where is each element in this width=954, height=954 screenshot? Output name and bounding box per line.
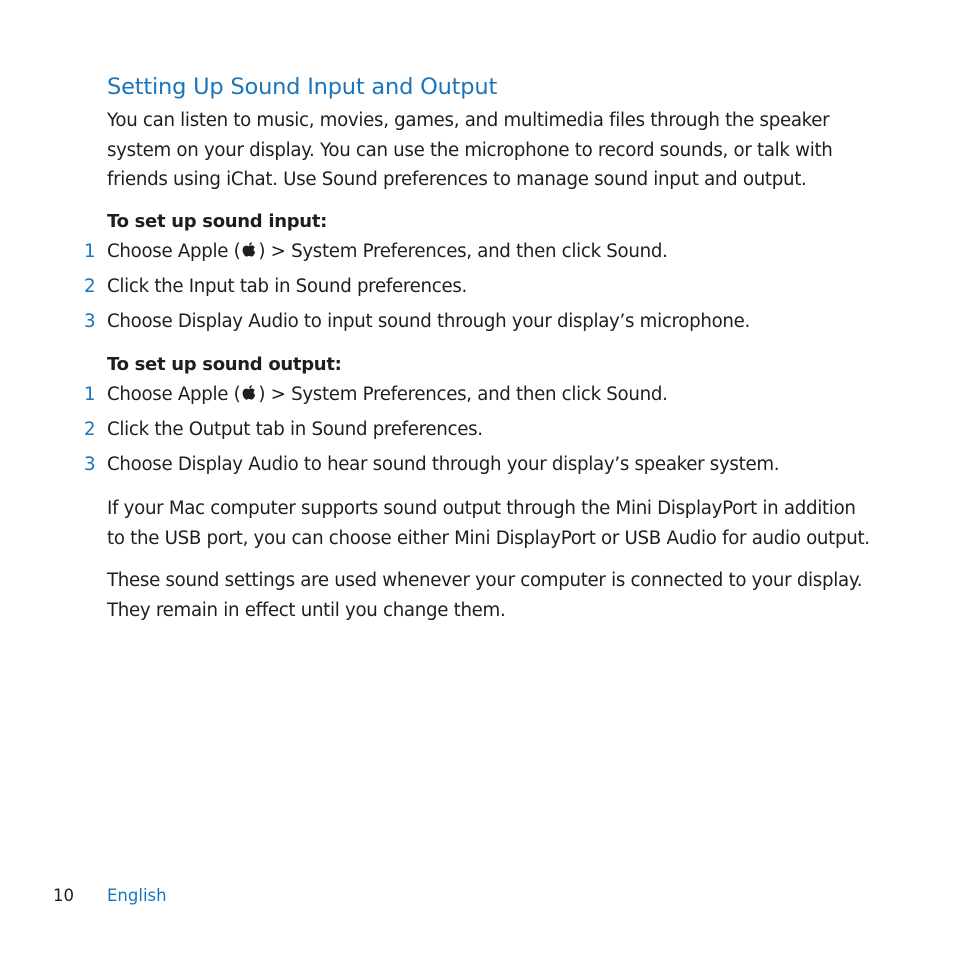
step-text-before: Choose Apple ( [107,241,241,262]
note-line: to the USB port, you can choose either Mini DisplayPort or USB Audio for audio output. [107,527,870,549]
note-line: These sound settings are used whenever your computer is connected to your display. [107,570,863,591]
intro-line: friends using iChat. Use Sound preferences to manage sound input and output. [107,169,807,190]
apple-logo-icon [241,384,257,402]
intro-paragraph [107,106,897,195]
step-number: 3 [84,454,96,475]
apple-logo-icon [241,241,257,259]
step-text: Click the Output tab in Sound preferences. [107,419,483,440]
note-line: If your Mac computer supports sound output through the Mini DisplayPort in addition [107,498,856,519]
step-text: Choose Display Audio to hear sound through your display’s speaker system. [107,454,780,475]
note-line: They remain in effect until you change them. [107,599,506,621]
output-step-2 [84,419,904,447]
footer-language: English [107,886,167,905]
step-number: 3 [84,311,96,332]
step-text [107,384,668,405]
step-number: 1 [84,241,96,262]
step-text: Choose Display Audio to input sound through your display’s microphone. [107,311,751,332]
output-step-3 [84,454,904,482]
input-step-3 [84,311,904,339]
note-paragraph [107,494,897,553]
step-text-before: Choose Apple ( [107,384,241,405]
step-number: 2 [84,419,96,440]
step-number: 2 [84,276,96,297]
step-text: Click the Input tab in Sound preferences. [107,276,467,297]
intro-line: You can listen to music, movies, games, and multimedia files through the speaker [107,110,830,131]
input-step-2 [84,276,904,304]
output-steps-title: To set up sound output: [107,354,342,375]
step-number: 1 [84,384,96,405]
intro-line: system on your display. You can use the microphone to record sounds, or talk with [107,139,833,161]
input-step-1 [84,241,904,269]
input-steps-title: To set up sound input: [107,211,328,232]
note-paragraph [107,566,897,625]
step-text-after: ) > System Preferences, and then click Sound. [258,384,668,405]
step-text-after: ) > System Preferences, and then click Sound. [258,241,668,262]
step-text [107,241,668,262]
page-number: 10 [53,886,74,905]
section-heading: Setting Up Sound Input and Output [107,74,498,100]
output-step-1 [84,384,904,412]
